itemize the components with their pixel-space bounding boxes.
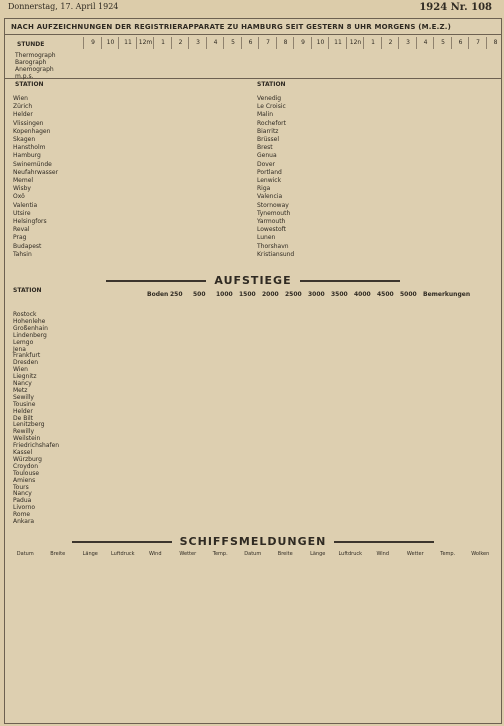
station-left-header: STATION (15, 81, 44, 88)
aufstiege-station: Frankfurt (13, 352, 41, 360)
station-right: Valencia (257, 193, 283, 201)
aufstiege-col-header: 4000 (354, 291, 371, 298)
station-left: Oxö (13, 193, 25, 201)
hour-cell: 4 (416, 37, 435, 49)
aufstiege-col-header: 2000 (262, 291, 279, 298)
aufstiege-station: Friedrichshafen (13, 442, 60, 450)
hour-cell: 9 (293, 37, 312, 49)
station-right: Stornoway (257, 201, 289, 209)
hour-cell: 11 (118, 37, 137, 49)
ship-col-header: Datum (244, 551, 262, 557)
hour-cell: 10 (101, 37, 120, 49)
aufstiege-station: Weilstein (13, 435, 41, 443)
aufstiege-station: Tousine (13, 400, 36, 408)
station-left: Skagen (13, 136, 36, 143)
hour-cell: 2 (381, 37, 400, 49)
aufstiege-station: Helder (13, 407, 33, 415)
hour-cell: 11 (328, 37, 347, 49)
aufstiege-col-header: 3500 (331, 291, 348, 298)
aufstiege-col-header: 5000 (400, 291, 417, 298)
aufstiege-station: Livorno (13, 504, 36, 512)
station-left: Helsingfors (13, 218, 47, 225)
station-left: Prag (13, 234, 27, 242)
aufstiege-col-header: Boden (147, 291, 169, 298)
ship-col-header: Wetter (179, 551, 197, 557)
station-right: Lenwick (257, 177, 282, 184)
row-label-anemo: Anemograph (15, 66, 54, 73)
station-right: Tynemouth (257, 209, 291, 217)
aufstiege-station: Amiens (13, 476, 36, 484)
hour-cell: 1 (153, 37, 172, 49)
hour-cell: 8 (276, 37, 295, 49)
aufstiege-station: Sewilly (13, 393, 34, 401)
hour-cell: 8 (486, 37, 504, 49)
aufstiege-station: Rostock (13, 311, 37, 318)
aufstiege-station: Lenitzberg (13, 421, 45, 429)
station-left: Zürich (13, 103, 33, 111)
hour-cell: 10 (311, 37, 330, 49)
sheet (4, 18, 502, 724)
station-left: Neufahrwasser (13, 168, 59, 176)
aufstiege-station: Metz (13, 386, 28, 394)
station-left: Utsire (13, 209, 31, 217)
hour-cell: 9 (83, 37, 102, 49)
aufstiege-station: Rewilly (13, 428, 35, 436)
station-right: Yarmouth (257, 218, 286, 225)
station-right: Rochefort (257, 119, 286, 127)
ship-col-header: Länge (310, 551, 326, 557)
hour-cell: 6 (451, 37, 470, 49)
aufstiege-station: De Bilt (13, 414, 34, 422)
station-left: Valentia (13, 201, 38, 209)
ship-col-header: Datum (16, 551, 34, 557)
ship-col-header: Luftdruck (110, 551, 135, 557)
schiffsmeldungen-title: SCHIFFSMELDUNGEN (5, 535, 501, 548)
date-header: Donnerstag, 17. April 1924 (8, 2, 119, 11)
ship-col-header: Wetter (406, 551, 424, 557)
aufstiege-station: Croydon (13, 462, 39, 470)
stunde-label: STUNDE (17, 41, 45, 48)
aufstiege-station: Nancy (13, 380, 32, 387)
aufstiege-col-header: 1500 (239, 291, 256, 298)
aufstiege-station: Würzburg (13, 455, 42, 463)
station-right: Genua (257, 152, 277, 160)
station-right: Biarritz (257, 127, 279, 135)
aufstiege-station: Toulouse (13, 469, 40, 477)
ship-col-header: Wind (148, 551, 162, 557)
aufstiege-station: Hohenlehe (13, 317, 46, 325)
aufstiege-station: Jena (13, 345, 26, 353)
ship-col-header: Wind (376, 551, 390, 557)
station-left: Budapest (13, 242, 42, 250)
ship-col-header: Breite (50, 551, 66, 557)
ship-col-header: Temp. (440, 551, 456, 557)
station-left: Hanstholm (13, 144, 46, 152)
station-left: Memel (13, 177, 34, 184)
aufstiege-station: Lemgo (13, 338, 34, 346)
hour-cell: 1 (363, 37, 382, 49)
station-right: Thorshavn (257, 242, 289, 250)
aufstiege-col-header: 1000 (216, 291, 233, 298)
station-left: Reval (13, 226, 30, 234)
aufstiege-col-header: 2500 (285, 291, 302, 298)
station-right: Malin (257, 111, 273, 119)
aufstiege-col-header: Bemerkungen (423, 291, 471, 298)
station-left: Kopenhagen (13, 127, 51, 135)
hour-cell: 3 (398, 37, 417, 49)
row-label-mps: m.p.s. (15, 73, 34, 80)
page-number: 1924 Nr. 108 (419, 2, 492, 13)
hour-cell: 12m (136, 37, 155, 49)
aufstiege-station: Nancy (13, 490, 32, 498)
station-left: Wien (13, 95, 28, 102)
ship-col-header: Breite (277, 551, 293, 557)
row-label-baro: Barograph (15, 59, 47, 66)
station-left: Swinemünde (13, 160, 52, 168)
hour-cell: 12n (346, 37, 365, 49)
station-right: Brest (257, 144, 273, 152)
hour-cell: 5 (433, 37, 452, 49)
station-right: Brüssel (257, 136, 279, 143)
aufstiege-col-header: 3000 (308, 291, 325, 298)
station-left: Helder (13, 111, 33, 119)
station-right: Lowestoft (257, 226, 287, 234)
station-left: Wisby (13, 185, 31, 193)
hour-cell: 7 (468, 37, 487, 49)
aufstiege-col-header: 250 (170, 291, 183, 298)
station-right: Kristiansund (257, 250, 295, 258)
hour-cell: 7 (258, 37, 277, 49)
ship-col-header: Temp. (212, 551, 228, 557)
row-label-thermo: Thermograph (15, 52, 56, 59)
aufstiege-station: Padua (13, 497, 32, 505)
aufstiege-station: Tours (13, 483, 29, 491)
aufstiege-title: AUFSTIEGE (5, 274, 501, 287)
hour-cell: 5 (223, 37, 242, 49)
station-left: Hamburg (13, 152, 41, 160)
station-left: Tahsin (13, 250, 32, 258)
ship-col-header: Länge (82, 551, 98, 557)
hour-cell: 4 (206, 37, 225, 49)
aufstiege-station: Liegnitz (13, 373, 37, 381)
station-right: Venedig (257, 95, 282, 102)
aufstiege-station: Lindenberg (13, 331, 47, 339)
main-title: NACH AUFZEICHNUNGEN DER REGISTRIERAPPARATE ZU HAMBURG SEIT GESTERN 8 UHR MORGENS (M.E.Z.) (11, 23, 452, 31)
aufstiege-station: Rome (13, 511, 31, 519)
station-left: Vlissingen (13, 119, 44, 127)
aufstiege-station: Wien (13, 366, 28, 374)
aufstiege-station: Dresden (13, 359, 39, 367)
hour-cell: 6 (241, 37, 260, 49)
station-right: Riga (257, 185, 271, 193)
aufstiege-station: Kassel (13, 449, 33, 456)
aufstiege-col-header: 500 (193, 291, 206, 298)
aufstiege-station-header: STATION (13, 287, 42, 294)
aufstiege-station: Großenhain (13, 324, 48, 332)
station-right: Dover (257, 160, 275, 168)
aufstiege-station: Ankara (13, 518, 35, 525)
hour-cell: 3 (188, 37, 207, 49)
station-right: Le Croisic (257, 103, 286, 111)
station-right: Portland (257, 168, 282, 176)
ship-col-header: Wolken (471, 551, 490, 557)
aufstiege-col-header: 4500 (377, 291, 394, 298)
station-right-header: STATION (257, 81, 286, 88)
hour-cell: 2 (171, 37, 190, 49)
ship-col-header: Luftdruck (338, 551, 363, 557)
station-right: Lunen (257, 234, 276, 242)
